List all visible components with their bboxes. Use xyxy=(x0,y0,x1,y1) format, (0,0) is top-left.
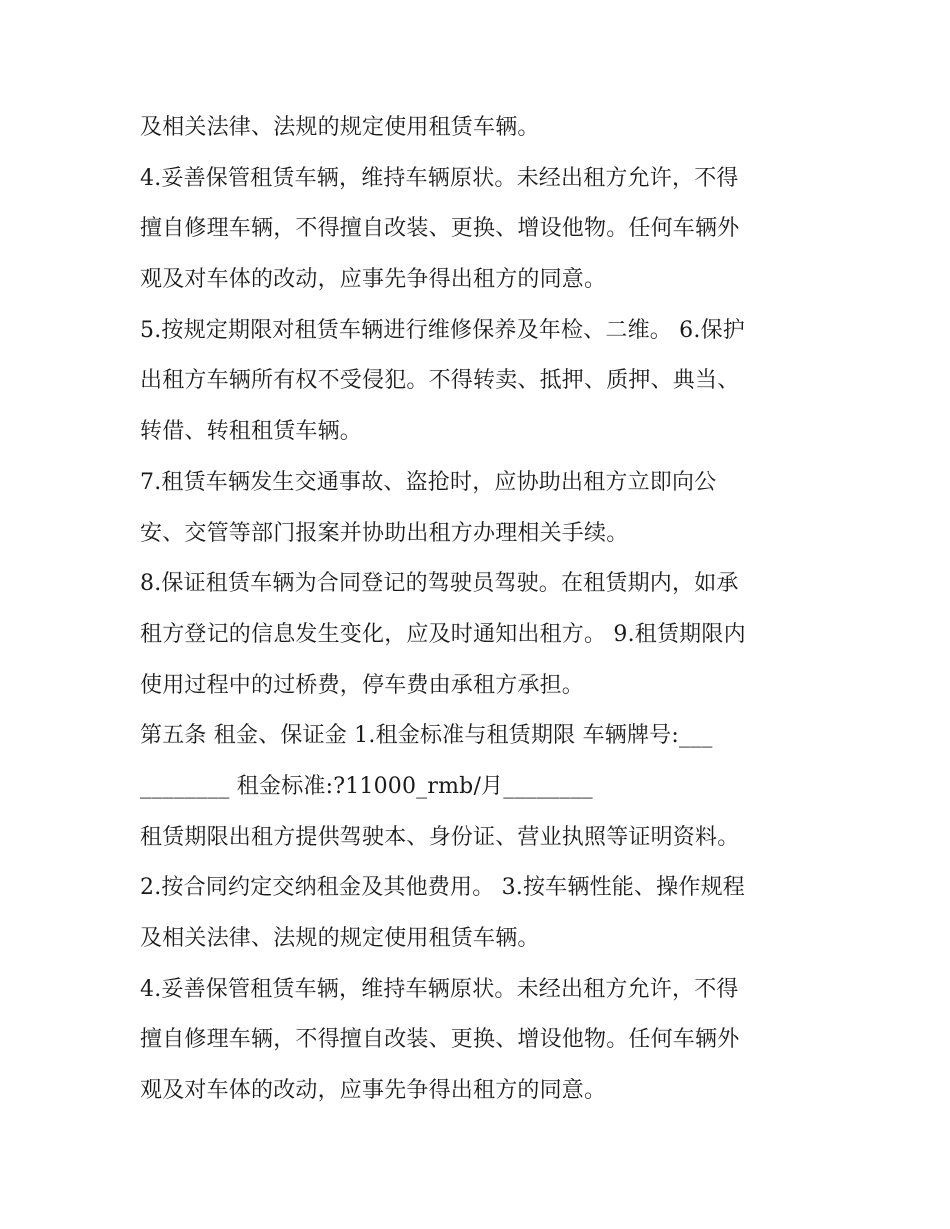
text-line: 4.妥善保管租赁车辆，维持车辆原状。未经出租方允许，不得 xyxy=(140,976,739,1002)
text-line: 租赁期限出租方提供驾驶本、身份证、营业执照等证明资料。 xyxy=(140,824,740,850)
text-line: 观及对车体的改动，应事先争得出租方的同意。 xyxy=(140,1078,607,1104)
text-line: 租方登记的信息发生变化，应及时通知出租方。 9.租赁期限内 xyxy=(140,621,746,647)
text-line: 出租方车辆所有权不受侵犯。不得转卖、抵押、质押、典当、 xyxy=(140,368,740,394)
document-body xyxy=(140,103,820,1117)
text-line: 安、交管等部门报案并协助出租方办理相关手续。 xyxy=(140,520,629,546)
text-line: 擅自修理车辆，不得擅自改装、更换、增设他物。任何车辆外 xyxy=(140,1027,740,1053)
text-line: 8.保证租赁车辆为合同登记的驾驶员驾驶。在租赁期内，如承 xyxy=(140,571,739,597)
text-line: 及相关法律、法规的规定使用租赁车辆。 xyxy=(140,926,540,951)
text-line: 5.按规定期限对租赁车辆进行维修保养及年检、二维。 6.保护 xyxy=(140,317,745,343)
text-line: 7.租赁车辆发生交通事故、盗抢时，应协助出租方立即向公 xyxy=(140,469,717,495)
text-line: 观及对车体的改动，应事先争得出租方的同意。 xyxy=(140,267,607,293)
text-line: 擅自修理车辆，不得擅自改装、更换、增设他物。任何车辆外 xyxy=(140,216,740,242)
text-line: 及相关法律、法规的规定使用租赁车辆。 xyxy=(140,115,540,140)
section-heading-line: 第五条 租金、保证金 1.租金标准与租赁期限 车辆牌号:___ xyxy=(140,723,713,749)
rent-standard-line: ________ 租金标准:?11000_rmb/月________ xyxy=(140,773,593,799)
text-line: 4.妥善保管租赁车辆，维持车辆原状。未经出租方允许，不得 xyxy=(140,165,739,191)
text-line: 转借、转租租赁车辆。 xyxy=(140,419,363,445)
text-line: 使用过程中的过桥费，停车费由承租方承担。 xyxy=(140,672,585,698)
text-line: 2.按合同约定交纳租金及其他费用。 3.按车辆性能、操作规程 xyxy=(140,875,745,901)
